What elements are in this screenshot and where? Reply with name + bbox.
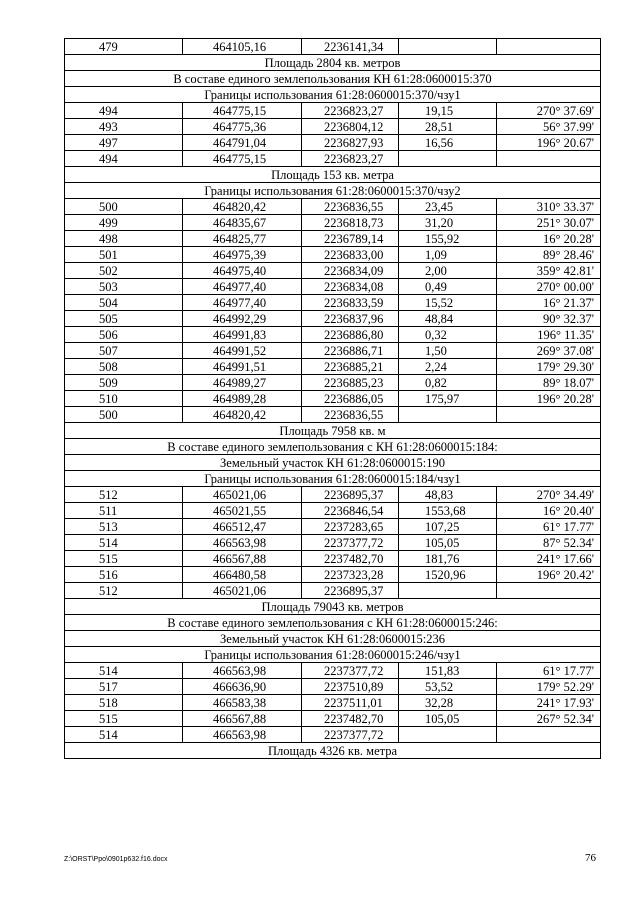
distance-cell: 15,52 (399, 295, 497, 311)
table-body (65, 39, 601, 759)
distance-cell (399, 407, 497, 423)
distance-cell: 16,56 (399, 135, 497, 151)
y-coordinate-cell: 2236818,73 (302, 215, 399, 231)
point-number-cell: 499 (65, 215, 183, 231)
bearing-cell: 270° 37.69' (497, 103, 601, 119)
section-row (65, 55, 601, 71)
section-caption: Площадь 7958 кв. м (65, 423, 601, 439)
section-row (65, 423, 601, 439)
section-row (65, 167, 601, 183)
y-coordinate-cell: 2236834,08 (302, 279, 399, 295)
x-coordinate-cell: 464791,04 (183, 135, 302, 151)
point-number-cell: 518 (65, 695, 183, 711)
distance-cell: 155,92 (399, 231, 497, 247)
table-row (65, 391, 601, 407)
x-coordinate-cell: 464991,83 (183, 327, 302, 343)
bearing-cell (497, 39, 601, 55)
y-coordinate-cell: 2236885,23 (302, 375, 399, 391)
x-coordinate-cell: 464105,16 (183, 39, 302, 55)
section-caption: Площадь 4326 кв. метра (65, 743, 601, 759)
table-row (65, 503, 601, 519)
point-number-cell: 497 (65, 135, 183, 151)
section-row (65, 471, 601, 487)
x-coordinate-cell: 466512,47 (183, 519, 302, 535)
y-coordinate-cell: 2236823,27 (302, 103, 399, 119)
x-coordinate-cell: 464989,28 (183, 391, 302, 407)
x-coordinate-cell: 464825,77 (183, 231, 302, 247)
distance-cell: 32,28 (399, 695, 497, 711)
table-row (65, 407, 601, 423)
distance-cell (399, 727, 497, 743)
distance-cell: 31,20 (399, 215, 497, 231)
section-row (65, 183, 601, 199)
y-coordinate-cell: 2236836,55 (302, 199, 399, 215)
distance-cell: 48,83 (399, 487, 497, 503)
table-row (65, 327, 601, 343)
bearing-cell (497, 583, 601, 599)
distance-cell: 0,82 (399, 375, 497, 391)
table-row (65, 103, 601, 119)
section-row (65, 87, 601, 103)
distance-cell (399, 151, 497, 167)
bearing-cell: 270° 34.49' (497, 487, 601, 503)
y-coordinate-cell: 2237482,70 (302, 711, 399, 727)
table-row (65, 343, 601, 359)
x-coordinate-cell: 466636,90 (183, 679, 302, 695)
bearing-cell: 269° 37.08' (497, 343, 601, 359)
point-number-cell: 503 (65, 279, 183, 295)
section-caption: В составе единого землепользования с КН 61:28:0600015:184: (65, 439, 601, 455)
distance-cell: 2,24 (399, 359, 497, 375)
table-row (65, 279, 601, 295)
table-row (65, 727, 601, 743)
y-coordinate-cell: 2236141,34 (302, 39, 399, 55)
section-row (65, 631, 601, 647)
section-row (65, 439, 601, 455)
table-row (65, 215, 601, 231)
y-coordinate-cell: 2236804,12 (302, 119, 399, 135)
x-coordinate-cell: 464992,29 (183, 311, 302, 327)
x-coordinate-cell: 466583,38 (183, 695, 302, 711)
bearing-cell: 196° 20.42' (497, 567, 601, 583)
section-caption: Площадь 79043 кв. метров (65, 599, 601, 615)
table-row (65, 583, 601, 599)
distance-cell: 48,84 (399, 311, 497, 327)
table-row (65, 199, 601, 215)
distance-cell: 0,49 (399, 279, 497, 295)
section-row (65, 71, 601, 87)
bearing-cell: 16° 20.40' (497, 503, 601, 519)
table-row (65, 375, 601, 391)
coordinates-table (64, 38, 601, 759)
y-coordinate-cell: 2236895,37 (302, 583, 399, 599)
table-row (65, 247, 601, 263)
bearing-cell: 16° 20.28' (497, 231, 601, 247)
bearing-cell: 310° 33.37' (497, 199, 601, 215)
x-coordinate-cell: 464989,27 (183, 375, 302, 391)
x-coordinate-cell: 466567,88 (183, 711, 302, 727)
page-number: 76 (585, 852, 596, 864)
point-number-cell: 514 (65, 535, 183, 551)
y-coordinate-cell: 2236789,14 (302, 231, 399, 247)
section-caption: Границы использования 61:28:0600015:184/чзу1 (65, 471, 601, 487)
distance-cell: 1,50 (399, 343, 497, 359)
section-caption: Площадь 153 кв. метра (65, 167, 601, 183)
table-row (65, 311, 601, 327)
y-coordinate-cell: 2237323,28 (302, 567, 399, 583)
point-number-cell: 494 (65, 151, 183, 167)
y-coordinate-cell: 2237377,72 (302, 663, 399, 679)
x-coordinate-cell: 466480,58 (183, 567, 302, 583)
point-number-cell: 512 (65, 487, 183, 503)
y-coordinate-cell: 2236823,27 (302, 151, 399, 167)
section-caption: В составе единого землепользования с КН 61:28:0600015:246: (65, 615, 601, 631)
distance-cell: 53,52 (399, 679, 497, 695)
x-coordinate-cell: 464977,40 (183, 279, 302, 295)
point-number-cell: 514 (65, 663, 183, 679)
distance-cell: 1,09 (399, 247, 497, 263)
y-coordinate-cell: 2236846,54 (302, 503, 399, 519)
x-coordinate-cell: 466563,98 (183, 727, 302, 743)
distance-cell: 2,00 (399, 263, 497, 279)
bearing-cell: 89° 28.46' (497, 247, 601, 263)
bearing-cell (497, 151, 601, 167)
table-row (65, 295, 601, 311)
table-row (65, 535, 601, 551)
distance-cell: 1520,96 (399, 567, 497, 583)
point-number-cell: 515 (65, 711, 183, 727)
bearing-cell (497, 407, 601, 423)
distance-cell: 23,45 (399, 199, 497, 215)
distance-cell: 105,05 (399, 535, 497, 551)
distance-cell: 19,15 (399, 103, 497, 119)
section-row (65, 599, 601, 615)
bearing-cell: 16° 21.37' (497, 295, 601, 311)
bearing-cell: 196° 11.35' (497, 327, 601, 343)
section-row (65, 615, 601, 631)
bearing-cell: 179° 52.29' (497, 679, 601, 695)
distance-cell: 105,05 (399, 711, 497, 727)
point-number-cell: 479 (65, 39, 183, 55)
y-coordinate-cell: 2236833,00 (302, 247, 399, 263)
bearing-cell: 241° 17.93' (497, 695, 601, 711)
y-coordinate-cell: 2237511,01 (302, 695, 399, 711)
table-row (65, 135, 601, 151)
y-coordinate-cell: 2236886,71 (302, 343, 399, 359)
x-coordinate-cell: 464820,42 (183, 407, 302, 423)
bearing-cell: 61° 17.77' (497, 663, 601, 679)
table-row (65, 39, 601, 55)
point-number-cell: 501 (65, 247, 183, 263)
point-number-cell: 504 (65, 295, 183, 311)
x-coordinate-cell: 464775,36 (183, 119, 302, 135)
point-number-cell: 509 (65, 375, 183, 391)
bearing-cell: 179° 29.30' (497, 359, 601, 375)
x-coordinate-cell: 464991,52 (183, 343, 302, 359)
distance-cell: 1553,68 (399, 503, 497, 519)
bearing-cell: 56° 37.99' (497, 119, 601, 135)
table-row (65, 487, 601, 503)
point-number-cell: 506 (65, 327, 183, 343)
table-row (65, 519, 601, 535)
point-number-cell: 517 (65, 679, 183, 695)
point-number-cell: 493 (65, 119, 183, 135)
table-row (65, 695, 601, 711)
y-coordinate-cell: 2236837,96 (302, 311, 399, 327)
section-row (65, 647, 601, 663)
point-number-cell: 505 (65, 311, 183, 327)
point-number-cell: 502 (65, 263, 183, 279)
y-coordinate-cell: 2236885,21 (302, 359, 399, 375)
y-coordinate-cell: 2237510,89 (302, 679, 399, 695)
bearing-cell: 359° 42.81' (497, 263, 601, 279)
y-coordinate-cell: 2237283,65 (302, 519, 399, 535)
bearing-cell: 61° 17.77' (497, 519, 601, 535)
y-coordinate-cell: 2237377,72 (302, 535, 399, 551)
distance-cell: 151,83 (399, 663, 497, 679)
y-coordinate-cell: 2237482,70 (302, 551, 399, 567)
distance-cell: 28,51 (399, 119, 497, 135)
x-coordinate-cell: 464991,51 (183, 359, 302, 375)
y-coordinate-cell: 2237377,72 (302, 727, 399, 743)
x-coordinate-cell: 464835,67 (183, 215, 302, 231)
x-coordinate-cell: 464820,42 (183, 199, 302, 215)
table-row (65, 231, 601, 247)
point-number-cell: 500 (65, 199, 183, 215)
section-caption: Земельный участок КН 61:28:0600015:190 (65, 455, 601, 471)
table-row (65, 551, 601, 567)
x-coordinate-cell: 464775,15 (183, 103, 302, 119)
bearing-cell: 267° 52.34' (497, 711, 601, 727)
section-caption: Границы использования 61:28:0600015:370/чзу2 (65, 183, 601, 199)
y-coordinate-cell: 2236886,05 (302, 391, 399, 407)
distance-cell (399, 583, 497, 599)
point-number-cell: 498 (65, 231, 183, 247)
section-row (65, 743, 601, 759)
x-coordinate-cell: 466563,98 (183, 535, 302, 551)
x-coordinate-cell: 464775,15 (183, 151, 302, 167)
bearing-cell: 89° 18.07' (497, 375, 601, 391)
point-number-cell: 516 (65, 567, 183, 583)
table-row (65, 663, 601, 679)
point-number-cell: 508 (65, 359, 183, 375)
point-number-cell: 494 (65, 103, 183, 119)
table-row (65, 711, 601, 727)
x-coordinate-cell: 466567,88 (183, 551, 302, 567)
point-number-cell: 500 (65, 407, 183, 423)
section-row (65, 455, 601, 471)
point-number-cell: 510 (65, 391, 183, 407)
section-caption: В составе единого землепользования КН 61:28:0600015:370 (65, 71, 601, 87)
section-caption: Границы использования 61:28:0600015:246/чзу1 (65, 647, 601, 663)
point-number-cell: 507 (65, 343, 183, 359)
point-number-cell: 511 (65, 503, 183, 519)
table-row (65, 151, 601, 167)
point-number-cell: 513 (65, 519, 183, 535)
distance-cell: 107,25 (399, 519, 497, 535)
y-coordinate-cell: 2236833,59 (302, 295, 399, 311)
table-row (65, 263, 601, 279)
bearing-cell: 270° 00.00' (497, 279, 601, 295)
table-row (65, 359, 601, 375)
bearing-cell: 87° 52.34' (497, 535, 601, 551)
y-coordinate-cell: 2236886,80 (302, 327, 399, 343)
x-coordinate-cell: 464977,40 (183, 295, 302, 311)
point-number-cell: 512 (65, 583, 183, 599)
x-coordinate-cell: 464975,39 (183, 247, 302, 263)
x-coordinate-cell: 465021,55 (183, 503, 302, 519)
distance-cell (399, 39, 497, 55)
section-caption: Границы использования 61:28:0600015:370/чзу1 (65, 87, 601, 103)
bearing-cell: 196° 20.28' (497, 391, 601, 407)
table-row (65, 567, 601, 583)
y-coordinate-cell: 2236836,55 (302, 407, 399, 423)
bearing-cell: 90° 32.37' (497, 311, 601, 327)
bearing-cell (497, 727, 601, 743)
point-number-cell: 515 (65, 551, 183, 567)
y-coordinate-cell: 2236827,93 (302, 135, 399, 151)
table-row (65, 679, 601, 695)
x-coordinate-cell: 464975,40 (183, 263, 302, 279)
bearing-cell: 251° 30.07' (497, 215, 601, 231)
y-coordinate-cell: 2236895,37 (302, 487, 399, 503)
bearing-cell: 241° 17.66' (497, 551, 601, 567)
x-coordinate-cell: 465021,06 (183, 487, 302, 503)
point-number-cell: 514 (65, 727, 183, 743)
footer-file-path: Z:\ORST\Ppo\0901p632.f16.docx (64, 856, 168, 863)
distance-cell: 175,97 (399, 391, 497, 407)
x-coordinate-cell: 465021,06 (183, 583, 302, 599)
section-caption: Площадь 2804 кв. метров (65, 55, 601, 71)
section-caption: Земельный участок КН 61:28:0600015:236 (65, 631, 601, 647)
y-coordinate-cell: 2236834,09 (302, 263, 399, 279)
distance-cell: 0,32 (399, 327, 497, 343)
table-row (65, 119, 601, 135)
x-coordinate-cell: 466563,98 (183, 663, 302, 679)
distance-cell: 181,76 (399, 551, 497, 567)
bearing-cell: 196° 20.67' (497, 135, 601, 151)
